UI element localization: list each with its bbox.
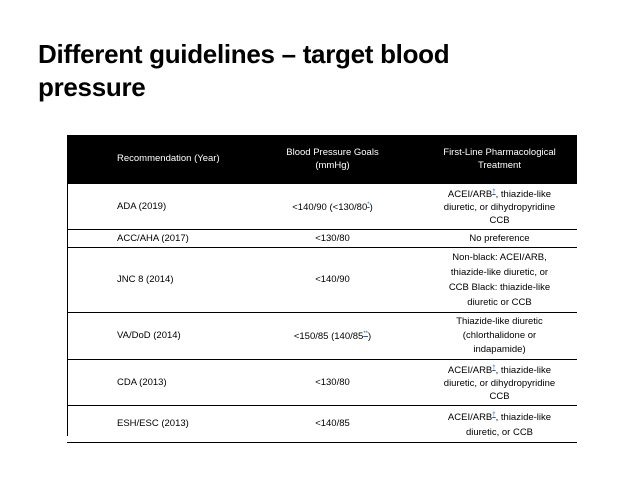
treatment-text: ACEI/ARB [447, 364, 493, 376]
cell-recommendation: CDA (2013) [67, 359, 227, 405]
table-row [67, 183, 577, 229]
cell-treatment [412, 247, 577, 312]
cell-treatment [412, 183, 577, 229]
header-treatment [412, 135, 577, 183]
treatment-text-after: , thiazide-like [495, 411, 552, 423]
cell-bp-goal [227, 312, 412, 359]
cell-treatment [412, 229, 577, 247]
treatment-line-1 [426, 362, 573, 377]
cell-recommendation: JNC 8 (2014) [67, 247, 227, 312]
header-treatment-line-2: Treatment [478, 159, 521, 171]
cell-bp-goal [227, 247, 412, 312]
cell-treatment [412, 312, 577, 359]
goal-text: <130/80 [315, 376, 350, 388]
treatment-line-2: diuretic, or CCB [465, 426, 534, 438]
table-row [67, 359, 577, 405]
treatment-line-3: CCB Black: thiazide-like [448, 281, 551, 293]
slide-title [38, 38, 598, 104]
goal-text: <140/90 (<130/80 [292, 201, 368, 213]
footnote-link[interactable]: † [492, 411, 496, 418]
footnote-link[interactable]: † [492, 188, 496, 195]
footnote-link[interactable]: ** [363, 331, 368, 338]
goal-text: <150/85 (140/85 [293, 331, 364, 343]
table-row [67, 247, 577, 312]
treatment-line-3: indapamide) [473, 343, 526, 355]
header-bp-goals [227, 135, 412, 183]
table-header-row [67, 135, 577, 183]
treatment-line-1: Non-black: ACEI/ARB, [452, 251, 547, 263]
goal-text-after: ) [367, 331, 372, 343]
slide-title-line-2: pressure [38, 72, 146, 102]
cell-recommendation: ACC/AHA (2017) [67, 229, 227, 247]
cell-treatment [412, 405, 577, 442]
cell-recommendation: ESH/ESC (2013) [67, 405, 227, 442]
cell-bp-goal [227, 405, 412, 442]
cell-recommendation: VA/DoD (2014) [67, 312, 227, 359]
treatment-line-3: CCB [489, 390, 510, 402]
footnote-link[interactable]: * [367, 201, 370, 208]
goal-text-after: ) [369, 201, 373, 213]
header-treatment-line-1: First-Line Pharmacological [443, 146, 556, 158]
goal-text: <140/85 [315, 418, 350, 430]
treatment-text-after: , thiazide-like [495, 188, 552, 200]
footnote-link[interactable]: † [492, 364, 496, 371]
cell-bp-goal [227, 183, 412, 229]
slide-title-line-1: Different guidelines – target blood [38, 39, 450, 69]
treatment-line-1 [426, 408, 573, 425]
cell-bp-goal [227, 359, 412, 405]
cell-bp-goal [227, 229, 412, 247]
header-recommendation: Recommendation (Year) [117, 153, 220, 165]
goal-text: <140/90 [315, 274, 350, 286]
treatment-text: ACEI/ARB [447, 188, 493, 200]
treatment-line-2: thiazide-like diuretic, or [450, 266, 549, 278]
treatment-line-2: diuretic, or dihydropyridine [443, 201, 556, 213]
treatment-text: ACEI/ARB [447, 411, 493, 423]
treatment-line-2: (chlorthalidone or [462, 329, 537, 341]
treatment-text-after: , thiazide-like [495, 364, 552, 376]
guidelines-table [67, 135, 577, 443]
treatment-line-1: No preference [469, 232, 530, 244]
cell-treatment [412, 359, 577, 405]
treatment-line-3: CCB [489, 214, 510, 226]
table-row [67, 229, 577, 247]
header-bp-goals-line-2: (mmHg) [315, 159, 350, 171]
table-row [67, 312, 577, 359]
treatment-line-1 [426, 186, 573, 201]
treatment-line-4: diuretic or CCB [467, 296, 532, 308]
treatment-line-1: Thiazide-like diuretic [456, 315, 543, 327]
table-row [67, 405, 577, 442]
header-bp-goals-line-1: Blood Pressure Goals [286, 146, 379, 158]
treatment-line-2: diuretic, or dihydropyridine [443, 377, 556, 389]
goal-text: <130/80 [315, 232, 350, 244]
cell-recommendation: ADA (2019) [67, 183, 227, 229]
